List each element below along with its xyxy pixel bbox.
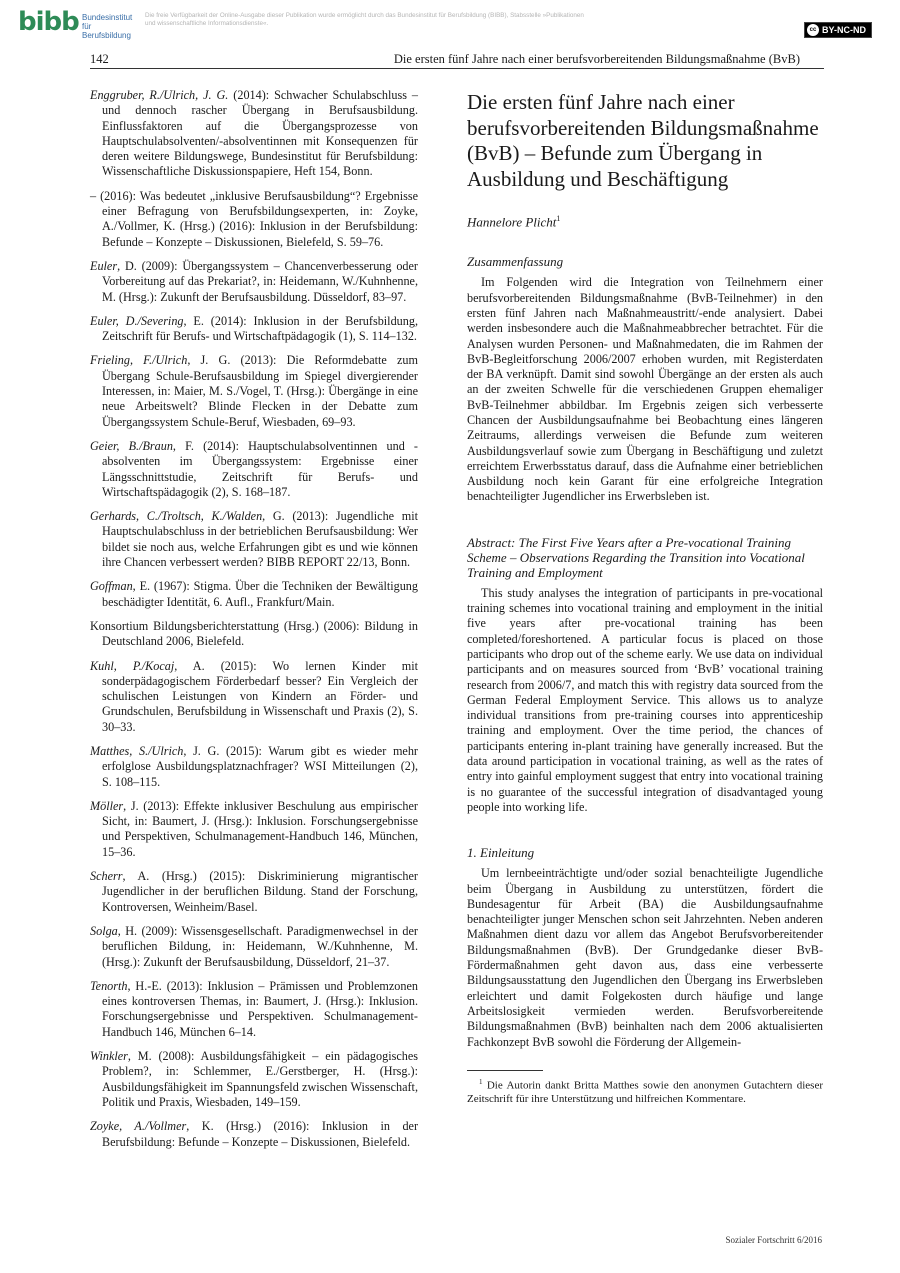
reference-entry: Solga, H. (2009): Wissensgesellschaft. Paradigmenwechsel in der beruflichen Bildung, in: Heidemann, W./Kuhnhenne, M. (Hrsg.): Zukunft der Berufsausbildung, Düsseldorf, 21–37. <box>90 923 418 969</box>
reference-entry: Tenorth, H.-E. (2013): Inklusion – Prämissen und Problemzonen eines kontroversen Themas, in: Baumert, J. (Hrsg.): Inklusion. Forschungsergebnisse und Perspektiven. Schulmanagement-Handbuch 146, München 6–14. <box>90 978 418 1039</box>
reference-entry: Gerhards, C./Troltsch, K./Walden, G. (2013): Jugendliche mit Hauptschulabschluss in der betrieblichen Berufsausbildung: Wer bildet sie noch aus, welche Erfahrungen gibt es und wie können ihre Chancen verbessert werden? BIBB REPORT 22/13, Bonn. <box>90 509 418 570</box>
bibb-logo: bibb <box>18 7 79 37</box>
header-rule <box>90 68 824 69</box>
author-footnote-mark[interactable]: 1 <box>556 214 561 223</box>
reference-entry: Enggruber, R./Ulrich, J. G. (2014): Schwacher Schulabschluss – und dennoch rascher Übergang in Berufsausbildung. Einflussfaktoren auf die Übergangsprozesse von Hauptschulabsolventen/-absolventinnen mit Konsequenzen für deren weitere Bildungswege, Bundesinstitut für Berufsbildung: Wissenschaftliche Diskussionspapiere, Heft 154, Bonn. <box>90 88 418 179</box>
article-title: Die ersten fünf Jahre nach einer berufsvorbereitenden Bildungsmaßnahme (BvB) – Befunde zum Übergang in Ausbildung und Beschäftigung <box>467 90 819 191</box>
reference-entry: – (2016): Was bedeutet „inklusive Berufsausbildung“? Ergebnisse einer Befragung von Berufsbildungsexperten, in: Zoyke, A./Vollmer, K. (Hrsg.) (2016): Inklusion in der Berufsbildung: Befunde – Konzepte – Diskussionen, Bielefeld, S. 59–76. <box>90 188 418 249</box>
reference-entry: Goffman, E. (1967): Stigma. Über die Techniken der Bewältigung beschädigter Identität, 6. Aufl., Frankfurt/Main. <box>90 579 418 609</box>
abstract-text: This study analyses the integration of participants in pre-vocational training schemes into vocational training and employment in the initial five years after pre-vocational training has been completed/foreshortened. A particular focus is placed on those participants who drop out of the scheme early. We use data on individual participants and on measures sourced from ‘BvB’ vocational training research from 2006/7, and match this with registry data sourced from the German Federal Employment Service. This allows us to analyze individual transitions from pre-training courses into apprenticeship training and employment. Over the time period, the chances of participants entering in-plant training have generally increased. But the data around participation in vocational training, as well as the rates of entry into gainful employment suggest that entry into vocational training is no guarantee of the successful integration of disadvantaged young people into working life. <box>467 585 823 814</box>
reference-entry: Geier, B./Braun, F. (2014): Hauptschulabsolventinnen und -absolventen im Übergangssystem: Ergebnisse einer Längsschnittstudie, Zeitschrift für Berufs- und Wirtschaftspädagogik (2), S. 168–187. <box>90 438 418 499</box>
abstract-heading: Abstract: The First Five Years after a Pre-vocational Training Scheme – Observations Regarding the Transition into Vocational Training and Employment <box>467 534 805 580</box>
intro-heading: 1. Einleitung <box>467 845 535 861</box>
reference-entry: Frieling, F./Ulrich, J. G. (2013): Die Reformdebatte zum Übergang Schule-Berufsausbildung im Spiegel divergierender Interessen, in: Maier, M. S./Vogel, T. (Hrsg.): Übergänge in eine neue Arbeitswelt? Blinde Flecken in der Debatte zum Übergangssystem Schule-Beruf, Wiesbaden, 69–93. <box>90 353 418 429</box>
reference-entry: Euler, D. (2009): Übergangssystem – Chancenverbesserung oder Vorbereitung auf das Prekariat?, in: Heidemann, W./Kuhnhenne, M. (Hrsg.): Zukunft der Berufsausbildung. Düsseldorf, 83–97. <box>90 258 418 304</box>
cc-icon: cc <box>807 24 819 36</box>
running-title: Die ersten fünf Jahre nach einer berufsvorbereitenden Bildungsmaßnahme (BvB) <box>393 52 800 66</box>
reference-entry: Zoyke, A./Vollmer, K. (Hrsg.) (2016): Inklusion in der Berufsbildung: Befunde – Konzepte – Diskussionen, Bielefeld. <box>90 1119 419 1149</box>
reference-entry: Konsortium Bildungsberichterstattung (Hrsg.) (2006): Bildung in Deutschland 2006, Bielefeld. <box>90 618 418 649</box>
top-banner <box>0 0 900 42</box>
license-label: BY-NC-ND <box>822 25 866 35</box>
footnote-rule <box>467 1070 543 1071</box>
intro-text: Um lernbeeinträchtigte und/oder sozial benachteiligte Jugendliche beim Übergang in Ausbildung zu unterstützen, fördert die Bundesagentur für Arbeit (BA) die Ausbildungsaufnahme benachteiligter junger Menschen schon seit Jahrzehnten. Neben anderen Maßnahmen dient dazu vor allem das Angebot Berufsvorbereitender Bildungsmaßnahmen (BvB). Der Grundgedanke dieser BvB-Fördermaßnahmen geht davon aus, dass eine verbesserte Bildungsausstattung den Jugendlichen den Übergang ins Erwerbsleben erleichtert und damit Folgekosten durch häufige und lange Arbeitslosigkeit vermieden werden. Berufsvorbereitende Bildungsmaßnahmen (BvB) beinhalten nach dem 2006 aktualisierten Fachkonzept BvB sowohl die Förderung der Allgemein- <box>467 866 823 1049</box>
reference-entry: Möller, J. (2013): Effekte inklusiver Beschulung aus empirischer Sicht, in: Baumert, J. (Hrsg.): Inklusion. Forschungsergebnisse und Perspektiven, Schulmanagement-Handbuch 146, München, 15–36. <box>90 798 418 859</box>
reference-entry: Kuhl, P./Kocaj, A. (2015): Wo lernen Kinder mit sonderpädagogischem Förderbedarf besser? Ein Vergleich der schulischen Leistungen von Kindern an Förder- und Grundschulen, Berufsbildung in Wissenschaft und Praxis (2), S. 30–33. <box>90 658 418 734</box>
page-number: 142 <box>90 52 109 66</box>
article-column <box>467 90 823 1106</box>
summary-text: Im Folgenden wird die Integration von Teilnehmern einer berufsvorbereitenden Bildungsmaßnahme (BvB-Teilnehmer) in den ersten fünf Jahren nach Maßnahmeaustritt/-ende analysiert. Dabei werden insbesondere auch die Maßnahmeabbrecher betrachtet. Für die Analysen wurden Personen- und Maßnahmedaten, die im Rahmen der BvB-Begleitforschung 2006/2007 erhoben wurden, mit Registerdaten der BA verknüpft. Damit sind sowohl Übergänge an der ersten als auch an der zweiten Schwelle für die verschiedenen Gruppen ehemaliger BvB-Teilnehmer abbildbar. Im Ergebnis zeigen sich verbesserte Chancen der Ausbildungsaufnahme bei Beobachtung eines längeren Zeitraums, allerdings verweisen die Befunde zum weiteren Ausbildungsverlauf sowie zum Übergang in Beschäftigung und zuletzt erreichtem Erwerbsstatus darauf, dass die Aufnahme einer betrieblichen Ausbildung noch kein Garant für eine erfolgreiche Integration benachteiligter Jugendlicher ins Erwerbsleben ist. <box>467 275 823 504</box>
reference-entry: Winkler, M. (2008): Ausbildungsfähigkeit – ein pädagogisches Problem?, in: Schlemmer, E./Gerstberger, H. (Hrsg.): Ausbildungsfähigkeit im Spannungsfeld zwischen Wissenschaft, Politik und Praxis, Wiesbaden, 149–159. <box>90 1049 418 1109</box>
reference-entry: Euler, D./Severing, E. (2014): Inklusion in der Berufsbildung, Zeitschrift für Berufs- und Wirtschaftpädagogik (1), S. 114–132. <box>90 313 418 344</box>
journal-footer: Sozialer Fortschritt 6/2016 <box>725 1235 822 1245</box>
availability-note: Die freie Verfügbarkeit der Online-Ausgabe dieser Publikation wurde ermöglicht durch das Bundesinstitut für Berufsbildung (BIBB), Stabsstelle »Publikationen und wissenschaftliche Informationsdienste«. <box>145 12 584 27</box>
footnote: $^1$ Die Autorin dankt Britta Matthes sowie den anonymen Gutachtern dieser Zeitschrift für ihre Unterstützung und hilfreichen Kommentare. <box>467 1077 823 1106</box>
reference-list <box>90 88 418 1159</box>
institute-name: Bundesinstitut für Berufsbildung <box>82 13 133 40</box>
author-name: Hannelore Plicht$^1$ <box>467 214 561 230</box>
summary-heading: Zusammenfassung <box>467 254 564 270</box>
reference-entry: Matthes, S./Ulrich, J. G. (2015): Warum gibt es wieder mehr erfolglose Ausbildungsplatznachfrager? WSI Mitteilungen (2), S. 108–115. <box>90 743 418 789</box>
license-badge[interactable] <box>804 22 872 38</box>
reference-entry: Scherr, A. (Hrsg.) (2015): Diskriminierung migrantischer Jugendlicher in der beruflichen Bildung. Stand der Forschung, Kontroversen, Weinheim/Basel. <box>90 869 418 914</box>
